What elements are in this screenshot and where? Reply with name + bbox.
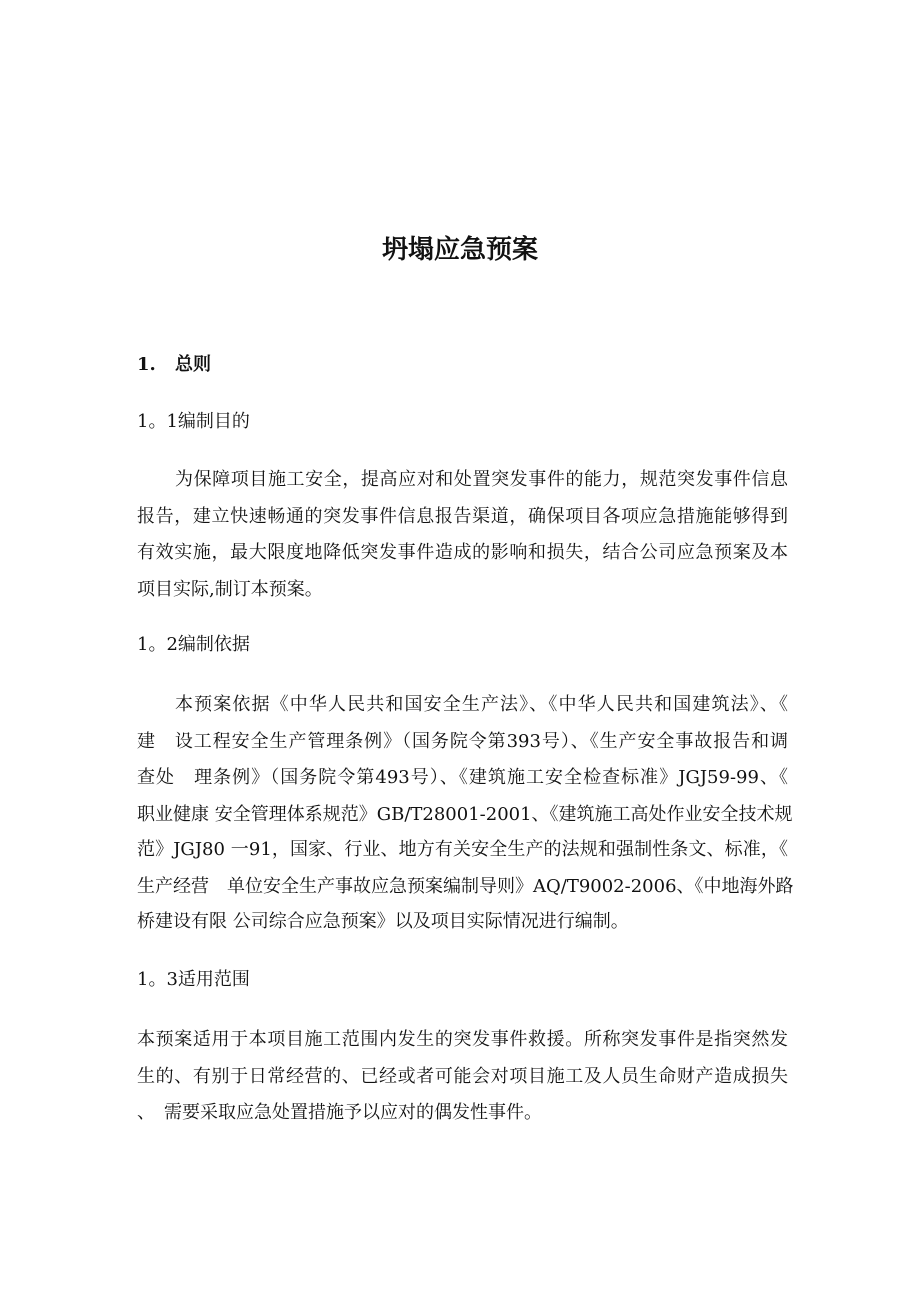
paragraph-line: 查处 理条例》（国务院令第493号）、《建筑施工安全检查标准》JGJ59-99、《	[137, 767, 788, 788]
paragraph-line: 报告，建立快速畅通的突发事件信息报告渠道，确保项目各项应急措施能够得到	[137, 506, 788, 527]
section-heading-general	[137, 354, 788, 376]
paragraph-line: 生的、有别于日常经营的、已经或者可能会对项目施工及人员生命财产造成损失	[137, 1066, 788, 1087]
section-number: 1.	[137, 354, 156, 375]
paragraph-line: 本预案依据《中华人民共和国安全生产法》、《中华人民共和国建筑法》、《	[175, 694, 788, 715]
paragraph-line: 生产经营 单位安全生产事故应急预案编制导则》AQ/T9002-2006、《中地海外路	[137, 876, 794, 897]
subsection-heading-purpose: 1。1编制目的	[137, 411, 250, 432]
paragraph-line: 范》JGJ80 一91，国家、行业、地方有关安全生产的法规和强制性条文、标准，《	[137, 839, 788, 860]
paragraph-line: 、 需要采取应急处置措施予以应对的偶发性事件。	[137, 1102, 542, 1123]
paragraph-line: 本预案适用于本项目施工范围内发生的突发事件救援。所称突发事件是指突然发	[137, 1029, 788, 1050]
paragraph-line: 为保障项目施工安全，提高应对和处置突发事件的能力，规范突发事件信息	[175, 469, 788, 490]
section-label: 总则	[175, 354, 211, 375]
paragraph-line: 建 设工程安全生产管理条例》（国务院令第393号）、《生产安全事故报告和调	[137, 731, 788, 752]
document-title: 坍塌应急预案	[381, 235, 538, 265]
paragraph-line: 职业健康 安全管理体系规范》GB/T28001-2001、《建筑施工高处作业安全技术规	[137, 804, 793, 825]
paragraph-line: 有效实施，最大限度地降低突发事件造成的影响和损失，结合公司应急预案及本	[137, 542, 788, 563]
paragraph-line: 项目实际,制订本预案。	[137, 579, 323, 600]
paragraph-line: 桥建设有限 公司综合应急预案》以及项目实际情况进行编制。	[137, 911, 629, 932]
subsection-heading-basis: 1。2编制依据	[137, 634, 250, 655]
subsection-heading-scope: 1。3适用范围	[137, 969, 250, 990]
